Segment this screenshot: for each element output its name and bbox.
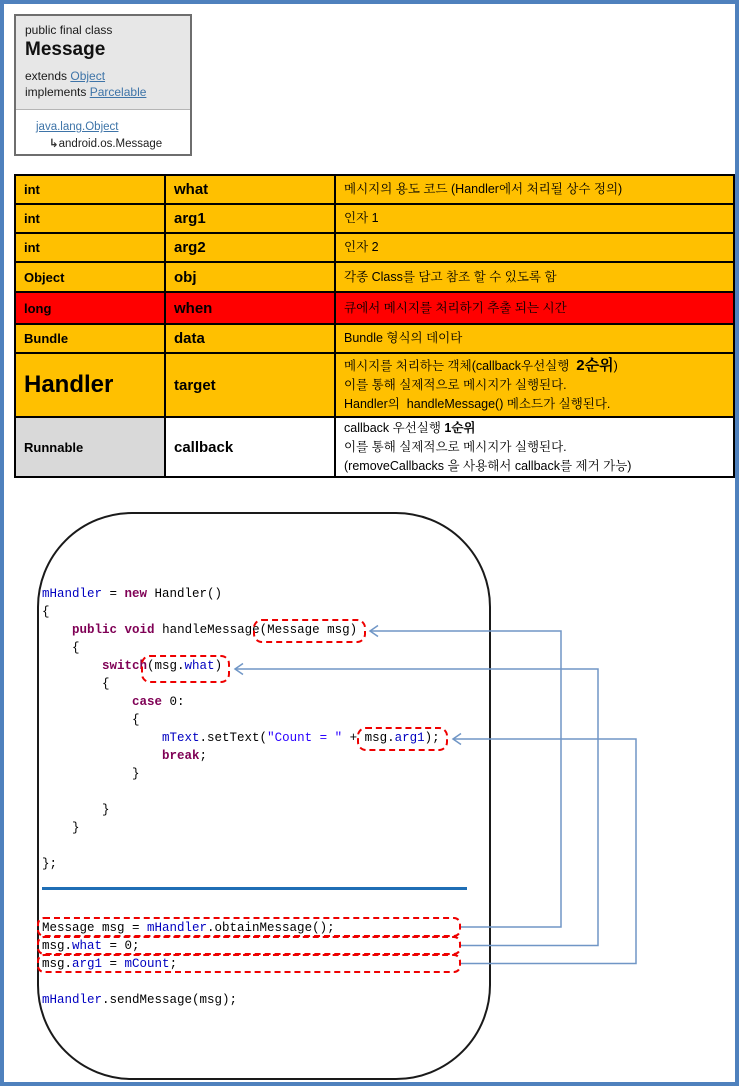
parcelable-link[interactable]: Parcelable: [89, 85, 147, 99]
field-desc-obj: 각종 Class를 담고 참조 할 수 있도록 함: [335, 262, 734, 292]
message-fields-table: [14, 174, 735, 478]
hierarchy-parent-line: [36, 120, 190, 135]
field-row-obj: [15, 262, 734, 292]
field-name-arg1: arg1: [165, 204, 335, 233]
field-desc-callback: callback 우선실행 1순위 이를 통해 실제적으로 메시지가 실행된다. (removeCallbacks 을 사용해서 callback를 제거 가능): [335, 417, 734, 477]
field-desc-target: 메시지를 처리하는 객체(callback우선실행 2순위) 이를 통해 실제적으로 메시지가 실행된다. Handler의 handleMessage() 메소드가 실행된다.: [335, 353, 734, 417]
field-type-target: Handler: [15, 353, 165, 417]
class-title: Message: [25, 39, 106, 60]
highlight-box-obtain-message-line: [37, 917, 461, 937]
object-link[interactable]: Object: [70, 69, 106, 83]
highlight-box-set-what-line: [37, 936, 461, 955]
field-desc-what: 메시지의 용도 코드 (Handler에서 처리될 상수 정의): [335, 175, 734, 204]
java-lang-object-link[interactable]: java.lang.Object: [36, 121, 119, 133]
field-name-data: data: [165, 324, 335, 353]
hierarchy-child-label: android.os.Message: [58, 138, 163, 150]
field-desc-arg1: 인자 1: [335, 204, 734, 233]
handler-code-block: mHandler = new Handler() { public void handleMessage(Message msg) { switch(msg.what) { case 0: { mText.setText("Count = " + msg.arg1); break; } } } };: [42, 587, 440, 871]
hierarchy-child-line: [36, 137, 190, 152]
implements-label: implements: [25, 85, 87, 99]
class-implements-line: [25, 84, 181, 100]
field-type-data: Bundle: [15, 324, 165, 353]
highlight-box-switch-msg-what: [141, 655, 230, 683]
field-name-when: when: [165, 292, 335, 324]
field-name-what: what: [165, 175, 335, 204]
field-row-data: [15, 324, 734, 353]
field-desc-when: 큐에서 메시지를 처리하기 추출 되는 시간: [335, 292, 734, 324]
field-desc-arg2: 인자 2: [335, 233, 734, 262]
message-send-code-block: Message msg = mHandler.obtainMessage(); msg.what = 0; msg.arg1 = mCount; mHandler.sendMessage(msg);: [42, 921, 335, 1007]
field-name-target: target: [165, 353, 335, 417]
field-type-callback: Runnable: [15, 417, 165, 477]
class-extends-line: [25, 68, 181, 84]
field-row-arg1: [15, 204, 734, 233]
highlight-box-msg-arg1-usage: [357, 727, 448, 751]
field-row-callback: [15, 417, 734, 477]
highlight-box-message-msg-param: [253, 619, 366, 643]
field-type-when: long: [15, 292, 165, 324]
class-summary-box: [14, 14, 192, 156]
class-summary-header: [16, 16, 190, 110]
field-type-arg2: int: [15, 233, 165, 262]
class-hierarchy: [16, 110, 190, 152]
extends-label: extends: [25, 69, 68, 83]
field-name-callback: callback: [165, 417, 335, 477]
field-type-obj: Object: [15, 262, 165, 292]
field-row-what: [15, 175, 734, 204]
class-modifier: public final class: [25, 23, 113, 37]
field-name-arg2: arg2: [165, 233, 335, 262]
field-desc-data: Bundle 형식의 데이타: [335, 324, 734, 353]
field-name-obj: obj: [165, 262, 335, 292]
highlight-box-set-arg1-line: [37, 954, 461, 973]
hierarchy-corner-arrow-icon: ↳: [49, 138, 59, 150]
code-divider-line: [42, 887, 467, 890]
field-type-arg1: int: [15, 204, 165, 233]
field-row-arg2: [15, 233, 734, 262]
field-row-when: [15, 292, 734, 324]
field-row-target: [15, 353, 734, 417]
field-type-what: int: [15, 175, 165, 204]
